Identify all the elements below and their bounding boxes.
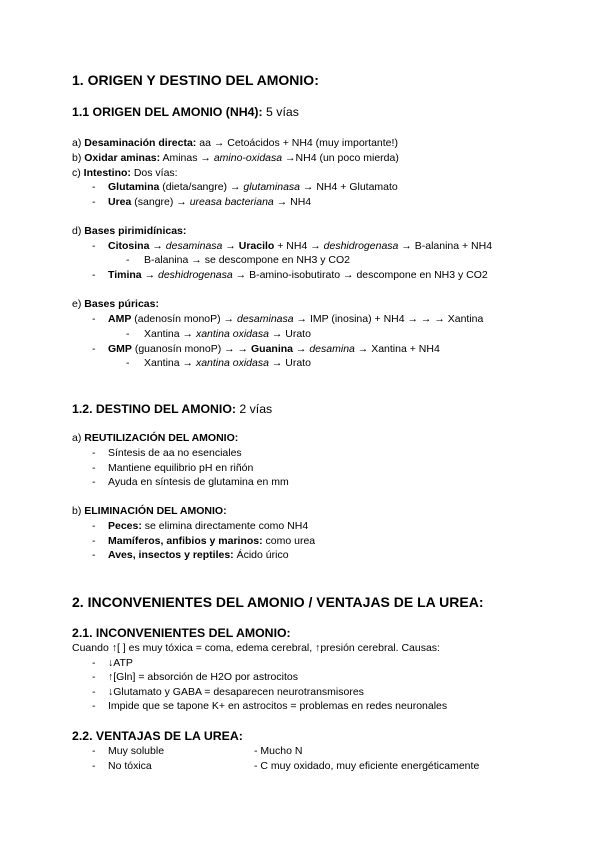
sub-item-b-alanina: - B-alanina → se descompone en NH3 y CO2: [126, 254, 351, 266]
list-item: - Mantiene equilibrio pH en riñón: [92, 462, 254, 474]
list-item-timina: - Timina → deshidrogenasa → B-amino-isobutirato → descompone en NH3 y CO2: [92, 269, 488, 281]
section-2-title: 2. INCONVENIENTES DEL AMONIO / VENTAJAS DE LA UREA:: [72, 594, 484, 610]
list-item: - Impide que se tapone K+ en astrocitos = problemas en redes neuronales: [92, 700, 448, 712]
list-item-urea: - Urea (sangre) → ureasa bacteriana → NH4: [92, 196, 312, 208]
list-item-amp: - AMP (adenosín monoP) → desaminasa → IMP (inosina) + NH4 → → → Xantina: [92, 313, 484, 325]
line-b-eliminacion: b) ELIMINACIÓN DEL AMONIO:: [72, 505, 227, 517]
section-1-title: 1. ORIGEN Y DESTINO DEL AMONIO:: [72, 72, 319, 88]
list-item: - ↑[Gln] = absorción de H2O por astrocitos: [92, 671, 298, 683]
section-1-2-note: 2 vías: [235, 402, 273, 416]
sub-item-xantina-2: - Xantina → xantina oxidasa → Urato: [126, 357, 311, 369]
list-item: - Síntesis de aa no esenciales: [92, 447, 242, 459]
list-item: - ↓Glutamato y GABA = desaparecen neurotransmisores: [92, 686, 364, 698]
list-item-glutamina: - Glutamina (dieta/sangre) → glutaminasa → NH4 + Glutamato: [92, 181, 398, 193]
list-item-no-toxica: - No tóxica - C muy oxidado, muy eficiente energéticamente: [92, 760, 480, 772]
section-1-2-title: [72, 402, 272, 416]
line-c-intestino: c) Intestino: Dos vías:: [72, 167, 178, 179]
line-a-reutilizacion: a) REUTILIZACIÓN DEL AMONIO:: [72, 432, 239, 444]
list-item: - Ayuda en síntesis de glutamina en mm: [92, 476, 289, 488]
section-1-1-note: 5 vías: [262, 105, 299, 119]
section-2-1-title: 2.1. INCONVENIENTES DEL AMONIO:: [72, 626, 291, 640]
sub-item-xantina-1: - Xantina → xantina oxidasa → Urato: [126, 328, 311, 340]
line-a-desaminacion: a) Desaminación directa: aa → Cetoácidos + NH4 (muy importante!): [72, 137, 398, 149]
section-1-1-heading: 1.1 ORIGEN DEL AMONIO (NH4):: [72, 105, 263, 119]
line-d-pirimidinicas: d) Bases pirimidínicas:: [72, 225, 187, 237]
list-item-mamiferos: - Mamíferos, anfibios y marinos: como urea: [92, 535, 316, 547]
list-item-citosina: - Citosina → desaminasa → Uracilo + NH4 → deshidrogenasa → B-alanina + NH4: [92, 240, 493, 252]
line-b-oxidar-aminas: b) Oxidar aminas: Aminas → amino-oxidasa →NH4 (un poco mierda): [72, 152, 399, 164]
list-item: - ↓ATP: [92, 657, 133, 669]
line-e-puricas: e) Bases púricas:: [72, 298, 159, 310]
section-2-1-intro: Cuando ↑[ ] es muy tóxica = coma, edema cerebral, ↑presión cerebral. Causas:: [72, 642, 440, 654]
list-item-peces: - Peces: se elimina directamente como NH4: [92, 520, 309, 532]
section-2-2-title: 2.2. VENTAJAS DE LA UREA:: [72, 729, 243, 743]
section-1-1-title: [72, 105, 299, 119]
list-item-soluble: - Muy soluble - Mucho N: [92, 745, 303, 757]
list-item-aves: - Aves, insectos y reptiles: Ácido úrico: [92, 549, 289, 561]
list-item-gmp: - GMP (guanosín monoP) → → Guanina → desamina → Xantina + NH4: [92, 343, 440, 355]
section-1-2-heading: 1.2. DESTINO DEL AMONIO:: [72, 402, 236, 416]
